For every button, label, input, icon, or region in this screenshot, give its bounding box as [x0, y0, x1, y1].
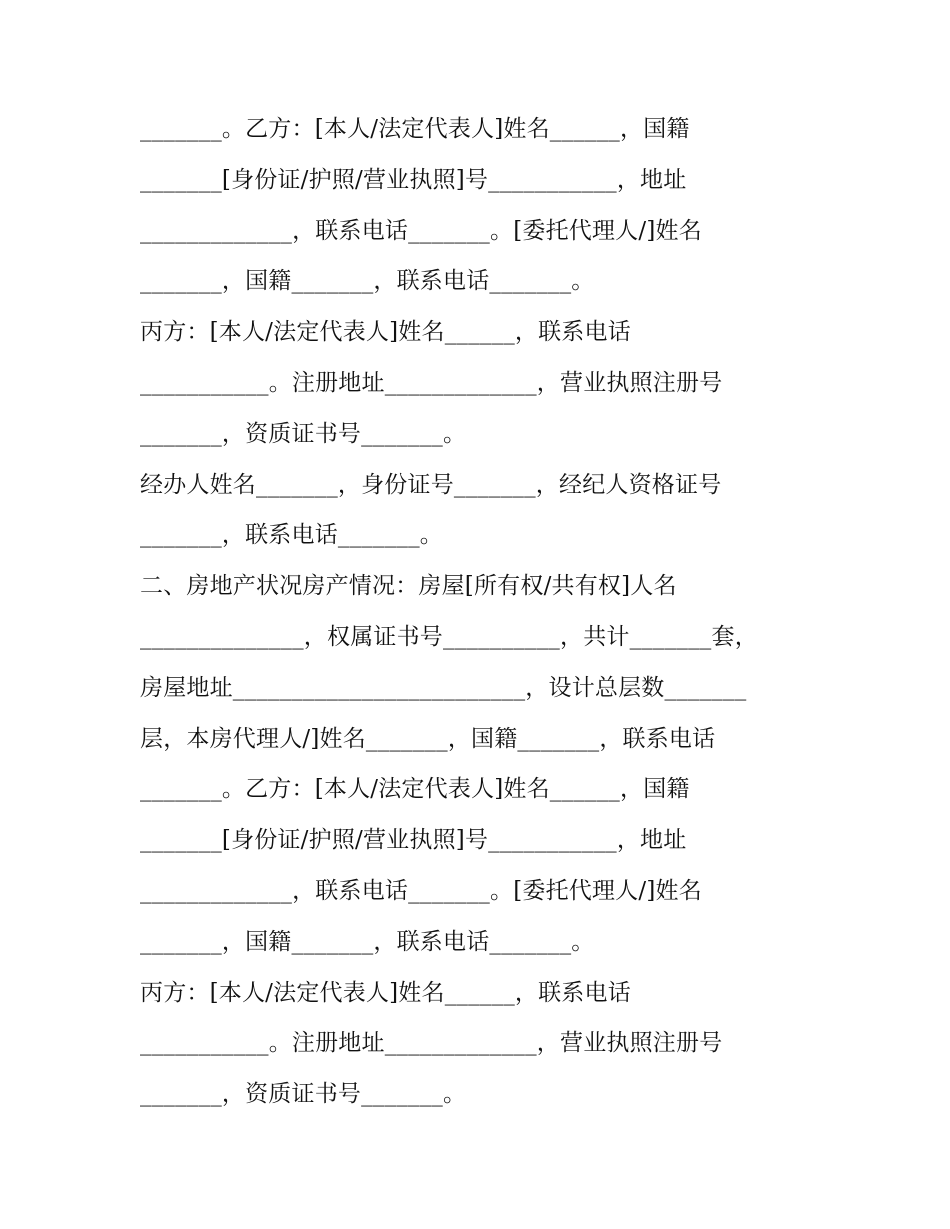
text-line: _______，国籍_______，联系电话_______。: [140, 268, 595, 295]
text-line: 丙方：[本人/法定代表人]姓名______，联系电话: [140, 319, 631, 346]
text-line: _______，资质证书号_______。: [140, 1081, 467, 1108]
text-line: 房屋地址_________________________，设计总层数_______: [140, 674, 747, 701]
text-line: _______，国籍_______，联系电话_______。: [140, 928, 595, 955]
text-line: _______[身份证/护照/营业执照]号___________，地址: [140, 827, 687, 854]
text-line: _______，联系电话_______。: [140, 522, 443, 549]
text-line: _____________，联系电话_______。[委托代理人/]姓名: [140, 877, 702, 904]
section-heading-line: 二、房地产状况房产情况：房屋[所有权/共有权]人名: [140, 573, 677, 600]
text-line: _______，资质证书号_______。: [140, 420, 467, 447]
text-line: _____________，联系电话_______。[委托代理人/]姓名: [140, 217, 702, 244]
text-line: 经办人姓名_______，身份证号_______，经纪人资格证号: [140, 471, 722, 498]
document-body: [140, 104, 800, 1120]
text-line: _______。乙方：[本人/法定代表人]姓名______，国籍: [140, 116, 690, 142]
text-line: ___________。注册地址_____________，营业执照注册号: [140, 369, 723, 396]
text-line: 层，本房代理人/]姓名_______，国籍_______，联系电话: [140, 725, 716, 752]
text-line: 丙方：[本人/法定代表人]姓名______，联系电话: [140, 979, 631, 1006]
text-line: _______。乙方：[本人/法定代表人]姓名______，国籍: [140, 776, 690, 803]
text-line: _______[身份证/护照/营业执照]号___________，地址: [140, 166, 687, 193]
text-line: ___________。注册地址_____________，营业执照注册号: [140, 1030, 723, 1057]
text-line: ______________，权属证书号__________，共计_______套，: [140, 623, 758, 650]
